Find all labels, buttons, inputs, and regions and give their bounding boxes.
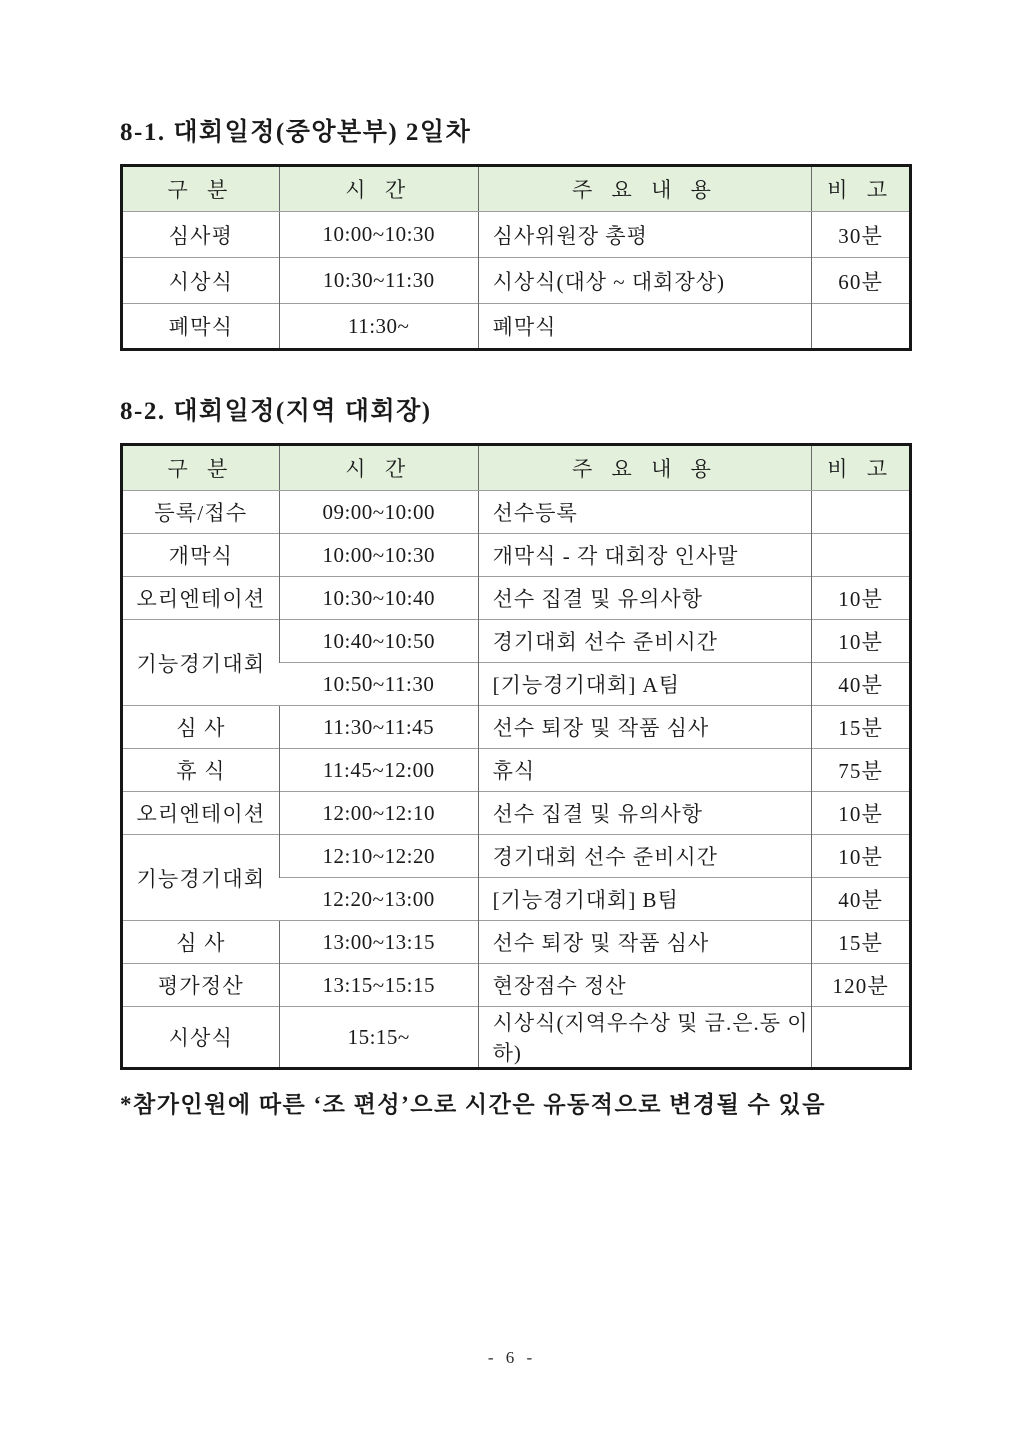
time-cell: 09:00~10:00 xyxy=(279,491,478,534)
note-cell: 10분 xyxy=(812,620,911,663)
column-header-note: 비 고 xyxy=(812,166,911,212)
note-cell: 10분 xyxy=(812,577,911,620)
time-cell: 13:15~15:15 xyxy=(279,964,478,1007)
column-header-category: 구 분 xyxy=(122,445,280,491)
note-cell xyxy=(812,491,911,534)
content-cell: 선수 퇴장 및 작품 심사 xyxy=(478,921,812,964)
table-row xyxy=(122,212,911,258)
table-row xyxy=(122,620,911,663)
category-cell: 시상식 xyxy=(122,258,280,304)
note-cell: 60분 xyxy=(812,258,911,304)
note-cell xyxy=(812,1007,911,1069)
time-cell: 10:30~10:40 xyxy=(279,577,478,620)
note-cell: 40분 xyxy=(812,663,911,706)
category-cell: 등록/접수 xyxy=(154,501,248,525)
column-header-time: 시 간 xyxy=(279,445,478,491)
category-cell: 심 사 xyxy=(122,921,280,964)
time-cell: 11:30~11:45 xyxy=(279,706,478,749)
table-row xyxy=(122,792,911,835)
time-cell: 10:00~10:30 xyxy=(279,212,478,258)
category-cell-rowspan: 기능경기대회 xyxy=(122,620,280,706)
table-row xyxy=(122,534,911,577)
category-cell: 평가정산 xyxy=(122,964,280,1007)
time-cell: 13:00~13:15 xyxy=(279,921,478,964)
time-cell: 10:50~11:30 xyxy=(279,663,478,706)
note-cell: 15분 xyxy=(812,706,911,749)
category-cell: 개막식 xyxy=(122,534,280,577)
category-cell: 휴 식 xyxy=(122,749,280,792)
time-cell: 12:10~12:20 xyxy=(279,835,478,878)
footnote: *참가인원에 따른 ‘조 편성’으로 시간은 유동적으로 변경될 수 있음 xyxy=(120,1092,826,1117)
table-header-row xyxy=(122,445,911,491)
note-cell: 120분 xyxy=(812,964,911,1007)
content-cell: 경기대회 선수 준비시간 xyxy=(478,835,812,878)
table-row xyxy=(122,835,911,878)
column-header-category: 구 분 xyxy=(122,166,280,212)
table-row xyxy=(122,1007,911,1069)
content-cell: 선수 퇴장 및 작품 심사 xyxy=(478,706,812,749)
category-cell: 심사평 xyxy=(168,223,234,248)
table-row xyxy=(122,491,911,534)
section1-title: 8-1. 대회일정(중앙본부) 2일차 xyxy=(120,119,472,146)
time-cell: 10:00~10:30 xyxy=(279,534,478,577)
time-cell: 10:30~11:30 xyxy=(279,258,478,304)
content-cell: 폐막식 xyxy=(478,304,812,350)
content-cell: 선수 집결 및 유의사항 xyxy=(478,577,812,620)
content-cell: 경기대회 선수 준비시간 xyxy=(478,620,812,663)
table-row xyxy=(122,921,911,964)
schedule-table-headquarters xyxy=(120,164,912,351)
time-cell: 11:30~ xyxy=(279,304,478,350)
note-cell: 75분 xyxy=(812,749,911,792)
time-cell: 12:00~12:10 xyxy=(279,792,478,835)
column-header-time: 시 간 xyxy=(279,166,478,212)
category-cell: 심 사 xyxy=(122,706,280,749)
table-row xyxy=(122,304,911,350)
note-cell xyxy=(812,534,911,577)
content-cell: 시상식(대상 ~ 대회장상) xyxy=(478,258,812,304)
time-cell: 11:45~12:00 xyxy=(279,749,478,792)
content-cell: 휴식 xyxy=(478,749,812,792)
column-header-content: 주 요 내 용 xyxy=(478,445,812,491)
table-row xyxy=(122,964,911,1007)
table-row xyxy=(122,706,911,749)
category-cell: 오리엔테이션 xyxy=(122,577,280,620)
content-cell: 선수 집결 및 유의사항 xyxy=(478,792,812,835)
table-header-row xyxy=(122,166,911,212)
schedule-table-regional xyxy=(120,443,912,1070)
content-cell: 개막식 - 각 대회장 인사말 xyxy=(478,534,812,577)
content-cell: [기능경기대회] A팀 xyxy=(478,663,812,706)
content-cell: 심사위원장 총평 xyxy=(478,212,812,258)
note-cell: 15분 xyxy=(812,921,911,964)
note-cell: 10분 xyxy=(812,792,911,835)
content-cell: 현장점수 정산 xyxy=(478,964,812,1007)
content-cell: 선수등록 xyxy=(478,491,812,534)
table-row xyxy=(122,577,911,620)
note-cell: 30분 xyxy=(812,212,911,258)
column-header-content: 주 요 내 용 xyxy=(478,166,812,212)
column-header-note: 비 고 xyxy=(812,445,911,491)
category-cell: 폐막식 xyxy=(122,304,280,350)
time-cell: 15:15~ xyxy=(279,1007,478,1069)
table-row xyxy=(122,749,911,792)
note-cell xyxy=(812,304,911,350)
note-cell: 10분 xyxy=(812,835,911,878)
content-cell: 시상식(지역우수상 및 금.은.동 이하) xyxy=(478,1007,812,1069)
category-cell: 오리엔테이션 xyxy=(122,792,280,835)
category-cell: 시상식 xyxy=(122,1007,280,1069)
note-cell: 40분 xyxy=(812,878,911,921)
time-cell: 10:40~10:50 xyxy=(279,620,478,663)
category-cell-rowspan: 기능경기대회 xyxy=(122,835,280,921)
table-row xyxy=(122,258,911,304)
time-cell: 12:20~13:00 xyxy=(279,878,478,921)
section2-title: 8-2. 대회일정(지역 대회장) xyxy=(120,398,432,425)
page-number: - 6 - xyxy=(487,1348,537,1367)
content-cell: [기능경기대회] B팀 xyxy=(478,878,812,921)
page-content xyxy=(120,112,912,1119)
